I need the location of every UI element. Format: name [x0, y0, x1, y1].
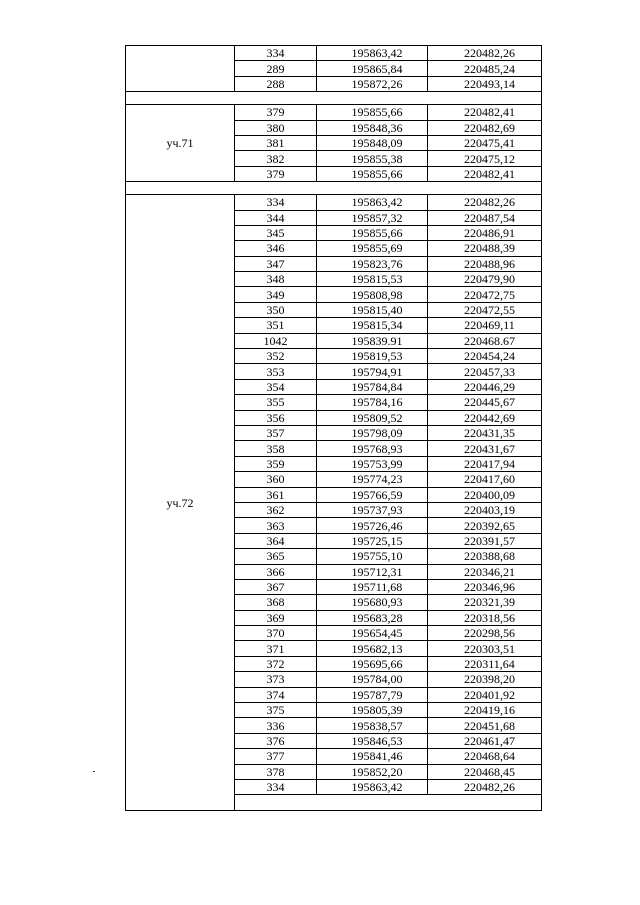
point-number-cell: 377: [235, 749, 317, 764]
y-coordinate-cell: 220391,57: [428, 533, 542, 548]
table-row: [126, 105, 542, 120]
x-coordinate-cell: 195855,66: [317, 105, 428, 120]
x-coordinate-cell: 195857,32: [317, 210, 428, 225]
y-coordinate-cell: 220311,64: [428, 656, 542, 671]
point-number-cell: 344: [235, 210, 317, 225]
y-coordinate-cell: 220442,69: [428, 410, 542, 425]
x-coordinate-cell: 195872,26: [317, 76, 428, 91]
y-coordinate-cell: 220398,20: [428, 672, 542, 687]
x-coordinate-cell: 195848,36: [317, 120, 428, 135]
x-coordinate-cell: 195863,42: [317, 46, 428, 61]
point-number-cell: 352: [235, 349, 317, 364]
x-coordinate-cell: 195737,93: [317, 502, 428, 517]
y-coordinate-cell: 220493,14: [428, 76, 542, 91]
point-number-cell: 372: [235, 656, 317, 671]
point-number-cell: 345: [235, 225, 317, 240]
section-label: [126, 46, 235, 92]
point-number-cell: 288: [235, 76, 317, 91]
point-number-cell: 366: [235, 564, 317, 579]
point-number-cell: 381: [235, 135, 317, 150]
point-number-cell: 347: [235, 256, 317, 271]
x-coordinate-cell: 195726,46: [317, 518, 428, 533]
y-coordinate-cell: 220303,51: [428, 641, 542, 656]
y-coordinate-cell: 220468.67: [428, 333, 542, 348]
x-coordinate-cell: 195839.91: [317, 333, 428, 348]
y-coordinate-cell: 220392,65: [428, 518, 542, 533]
x-coordinate-cell: 195815,40: [317, 302, 428, 317]
x-coordinate-cell: 195784,84: [317, 379, 428, 394]
x-coordinate-cell: 195809,52: [317, 410, 428, 425]
y-coordinate-cell: 220475,12: [428, 151, 542, 166]
y-coordinate-cell: 220482,26: [428, 779, 542, 794]
y-coordinate-cell: 220346,21: [428, 564, 542, 579]
y-coordinate-cell: 220346,96: [428, 579, 542, 594]
y-coordinate-cell: 220472,55: [428, 302, 542, 317]
x-coordinate-cell: 195852,20: [317, 764, 428, 779]
y-coordinate-cell: 220321,39: [428, 595, 542, 610]
y-coordinate-cell: 220469,11: [428, 318, 542, 333]
point-number-cell: 350: [235, 302, 317, 317]
point-number-cell: 380: [235, 120, 317, 135]
point-number-cell: 367: [235, 579, 317, 594]
point-number-cell: 354: [235, 379, 317, 394]
y-coordinate-cell: 220457,33: [428, 364, 542, 379]
x-coordinate-cell: 195863,42: [317, 779, 428, 794]
y-coordinate-cell: 220431,35: [428, 425, 542, 440]
y-coordinate-cell: 220446,29: [428, 379, 542, 394]
x-coordinate-cell: 195711,68: [317, 579, 428, 594]
x-coordinate-cell: 195798,09: [317, 425, 428, 440]
section-separator-cell: [126, 182, 542, 195]
x-coordinate-cell: 195815,34: [317, 318, 428, 333]
y-coordinate-cell: 220431,67: [428, 441, 542, 456]
y-coordinate-cell: 220388,68: [428, 549, 542, 564]
y-coordinate-cell: 220482,26: [428, 46, 542, 61]
y-coordinate-cell: 220482,41: [428, 105, 542, 120]
y-coordinate-cell: 220451,68: [428, 718, 542, 733]
y-coordinate-cell: 220479,90: [428, 272, 542, 287]
y-coordinate-cell: 220475,41: [428, 135, 542, 150]
y-coordinate-cell: 220403,19: [428, 502, 542, 517]
y-coordinate-cell: 220488,96: [428, 256, 542, 271]
x-coordinate-cell: 195823,76: [317, 256, 428, 271]
scan-speck: [93, 771, 95, 772]
y-coordinate-cell: 220472,75: [428, 287, 542, 302]
point-number-cell: 360: [235, 472, 317, 487]
point-number-cell: 378: [235, 764, 317, 779]
x-coordinate-cell: 195815,53: [317, 272, 428, 287]
point-number-cell: 334: [235, 779, 317, 794]
point-number-cell: 355: [235, 395, 317, 410]
y-coordinate-cell: 220482,41: [428, 166, 542, 181]
point-number-cell: 359: [235, 456, 317, 471]
point-number-cell: 363: [235, 518, 317, 533]
x-coordinate-cell: 195784,00: [317, 672, 428, 687]
x-coordinate-cell: 195766,59: [317, 487, 428, 502]
y-coordinate-cell: 220468,64: [428, 749, 542, 764]
point-number-cell: 348: [235, 272, 317, 287]
y-coordinate-cell: 220482,69: [428, 120, 542, 135]
table-row: [126, 46, 542, 61]
point-number-cell: 370: [235, 626, 317, 641]
y-coordinate-cell: 220461,47: [428, 733, 542, 748]
point-number-cell: 349: [235, 287, 317, 302]
x-coordinate-cell: 195863,42: [317, 195, 428, 210]
y-coordinate-cell: 220417,94: [428, 456, 542, 471]
x-coordinate-cell: 195774,23: [317, 472, 428, 487]
section-separator-row: [126, 92, 542, 105]
point-number-cell: 289: [235, 61, 317, 76]
coordinates-table: [125, 45, 542, 811]
point-number-cell: 379: [235, 166, 317, 181]
point-number-cell: 361: [235, 487, 317, 502]
x-coordinate-cell: 195846,53: [317, 733, 428, 748]
y-coordinate-cell: 220486,91: [428, 225, 542, 240]
x-coordinate-cell: 195683,28: [317, 610, 428, 625]
section-separator-cell: [126, 92, 542, 105]
point-number-cell: 336: [235, 718, 317, 733]
coordinates-table-body: [126, 46, 542, 811]
point-number-cell: 374: [235, 687, 317, 702]
x-coordinate-cell: 195865,84: [317, 61, 428, 76]
y-coordinate-cell: 220401,92: [428, 687, 542, 702]
point-number-cell: 373: [235, 672, 317, 687]
point-number-cell: 362: [235, 502, 317, 517]
x-coordinate-cell: 195855,38: [317, 151, 428, 166]
x-coordinate-cell: 195848,09: [317, 135, 428, 150]
point-number-cell: 1042: [235, 333, 317, 348]
point-number-cell: 334: [235, 195, 317, 210]
point-number-cell: 356: [235, 410, 317, 425]
point-number-cell: 351: [235, 318, 317, 333]
x-coordinate-cell: 195654,45: [317, 626, 428, 641]
point-number-cell: 357: [235, 425, 317, 440]
x-coordinate-cell: 195855,66: [317, 166, 428, 181]
x-coordinate-cell: 195755,10: [317, 549, 428, 564]
x-coordinate-cell: 195753,99: [317, 456, 428, 471]
point-number-cell: 375: [235, 703, 317, 718]
y-coordinate-cell: 220468,45: [428, 764, 542, 779]
x-coordinate-cell: 195725,15: [317, 533, 428, 548]
x-coordinate-cell: 195680,93: [317, 595, 428, 610]
x-coordinate-cell: 195819,53: [317, 349, 428, 364]
point-number-cell: 371: [235, 641, 317, 656]
y-coordinate-cell: 220485,24: [428, 61, 542, 76]
point-number-cell: 358: [235, 441, 317, 456]
x-coordinate-cell: 195855,66: [317, 225, 428, 240]
y-coordinate-cell: 220318,56: [428, 610, 542, 625]
point-number-cell: 379: [235, 105, 317, 120]
y-coordinate-cell: 220488,39: [428, 241, 542, 256]
x-coordinate-cell: 195855,69: [317, 241, 428, 256]
section-label: уч.72: [126, 195, 235, 811]
y-coordinate-cell: 220417,60: [428, 472, 542, 487]
point-number-cell: 382: [235, 151, 317, 166]
section-separator-row: [126, 182, 542, 195]
x-coordinate-cell: 195808,98: [317, 287, 428, 302]
y-coordinate-cell: 220482,26: [428, 195, 542, 210]
x-coordinate-cell: 195682,13: [317, 641, 428, 656]
point-number-cell: 368: [235, 595, 317, 610]
y-coordinate-cell: 220445,67: [428, 395, 542, 410]
point-number-cell: 353: [235, 364, 317, 379]
x-coordinate-cell: 195712,31: [317, 564, 428, 579]
y-coordinate-cell: 220419,16: [428, 703, 542, 718]
y-coordinate-cell: 220298,56: [428, 626, 542, 641]
y-coordinate-cell: 220400,09: [428, 487, 542, 502]
y-coordinate-cell: 220487,54: [428, 210, 542, 225]
x-coordinate-cell: 195768,93: [317, 441, 428, 456]
x-coordinate-cell: 195787,79: [317, 687, 428, 702]
table-row: [126, 195, 542, 210]
section-label: уч.71: [126, 105, 235, 182]
x-coordinate-cell: 195838,57: [317, 718, 428, 733]
y-coordinate-cell: 220454,24: [428, 349, 542, 364]
point-number-cell: 364: [235, 533, 317, 548]
point-number-cell: 346: [235, 241, 317, 256]
point-number-cell: 334: [235, 46, 317, 61]
point-number-cell: 369: [235, 610, 317, 625]
point-number-cell: 376: [235, 733, 317, 748]
x-coordinate-cell: 195794,91: [317, 364, 428, 379]
empty-final-cell: [235, 795, 542, 811]
point-number-cell: 365: [235, 549, 317, 564]
x-coordinate-cell: 195841,46: [317, 749, 428, 764]
x-coordinate-cell: 195805,39: [317, 703, 428, 718]
x-coordinate-cell: 195784,16: [317, 395, 428, 410]
x-coordinate-cell: 195695,66: [317, 656, 428, 671]
